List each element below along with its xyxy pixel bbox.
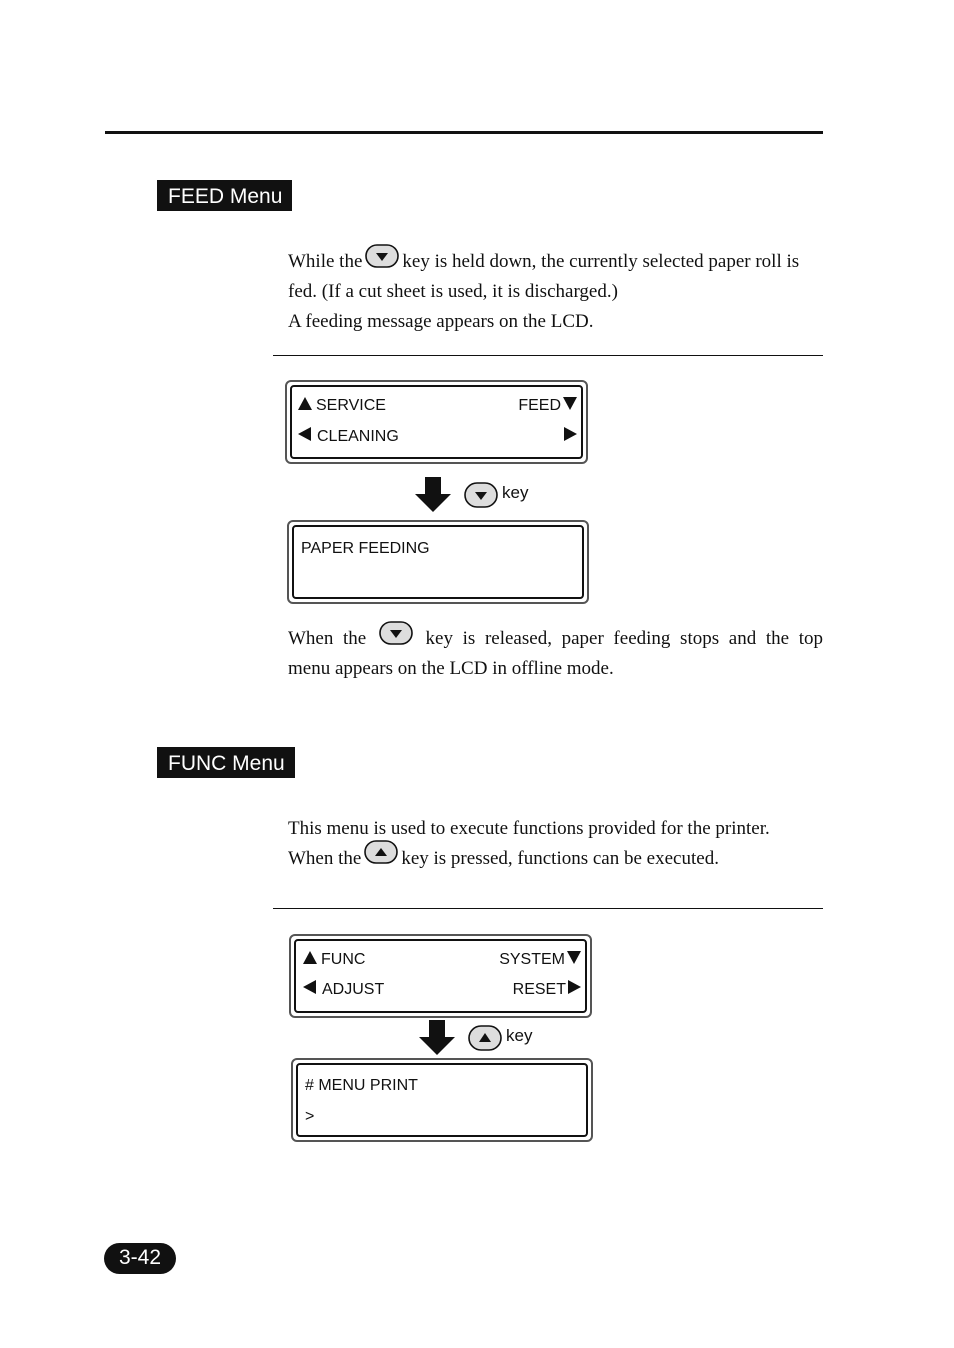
func-lcd-display-top (289, 934, 592, 1018)
up-key-icon (364, 840, 398, 874)
func-intro-text-a: When the (288, 847, 362, 869)
lcd-row2-left (303, 980, 384, 999)
lcd-row1-left (303, 951, 365, 969)
feed-release-text-a: When the (288, 628, 367, 649)
lcd-row1-left (298, 397, 386, 415)
up-arrow-icon (298, 397, 312, 410)
lcd-message-paper-feeding: PAPER FEEDING (301, 540, 430, 557)
lcd-label-cleaning: CLEANING (317, 428, 399, 445)
lcd-label-service: SERVICE (316, 397, 386, 414)
feed-release-line1 (288, 624, 823, 654)
lcd-frame (296, 1063, 588, 1137)
func-intro-line2 (288, 844, 823, 874)
func-intro-line1: This menu is used to execute functions provided for the printer. (288, 818, 770, 839)
left-arrow-icon (298, 427, 311, 441)
down-flow-arrow-icon (414, 477, 452, 518)
lcd-message-menu-print: # MENU PRINT (305, 1077, 418, 1094)
up-arrow-icon (303, 951, 317, 964)
lcd-row2-left (298, 427, 399, 446)
func-lcd-display-bottom (291, 1058, 593, 1142)
down-key-icon (365, 244, 399, 278)
key-caption: key (506, 1026, 533, 1045)
feed-intro-text-b: key is held down, the currently selected paper roll is (402, 251, 800, 272)
down-arrow-icon (567, 951, 581, 964)
feed-intro-line2: fed. (If a cut sheet is used, it is discharged.) (288, 281, 618, 303)
feed-intro-paragraph (288, 247, 823, 336)
func-intro-text-b: key is pressed, functions can be executed. (401, 847, 719, 869)
left-arrow-icon (303, 980, 316, 994)
header-rule (105, 131, 823, 134)
down-flow-arrow-icon (418, 1020, 456, 1061)
feed-lcd-display-top (285, 380, 588, 464)
feed-intro-line1 (288, 247, 823, 277)
up-key-icon (468, 1025, 502, 1056)
lcd-label-adjust: ADJUST (322, 981, 385, 998)
lcd-label-feed: FEED (518, 397, 561, 414)
func-menu-heading: FUNC Menu (157, 747, 295, 778)
right-arrow-icon (564, 427, 577, 441)
key-caption: key (502, 483, 529, 502)
lcd-label-reset: RESET (512, 981, 566, 998)
lcd-row2-right (513, 980, 581, 999)
feed-release-text-b: key is released, paper feeding stops and the top (425, 628, 824, 649)
down-key-icon (464, 482, 498, 513)
lcd-label-system: SYSTEM (499, 951, 565, 968)
lcd-row1-right (499, 951, 581, 969)
feed-lcd-display-bottom (287, 520, 589, 604)
func-intro-paragraph (288, 814, 823, 874)
lcd-frame (292, 525, 584, 599)
feed-release-paragraph (288, 624, 823, 684)
feed-divider (273, 355, 823, 356)
feed-release-line2: menu appears on the LCD in offline mode. (288, 658, 614, 680)
lcd-prompt: > (305, 1108, 315, 1125)
down-arrow-icon (563, 397, 577, 410)
right-arrow-icon (568, 980, 581, 994)
page-number-badge: 3-42 (104, 1243, 176, 1274)
func-divider (273, 908, 823, 909)
lcd-row1-right (518, 397, 577, 415)
lcd-label-func: FUNC (321, 951, 366, 968)
feed-intro-text-a: While the (288, 251, 363, 272)
lcd-row2-right (564, 427, 577, 446)
feed-intro-line3: A feeding message appears on the LCD. (288, 310, 594, 332)
down-key-icon (379, 621, 413, 655)
feed-menu-heading: FEED Menu (157, 180, 292, 211)
